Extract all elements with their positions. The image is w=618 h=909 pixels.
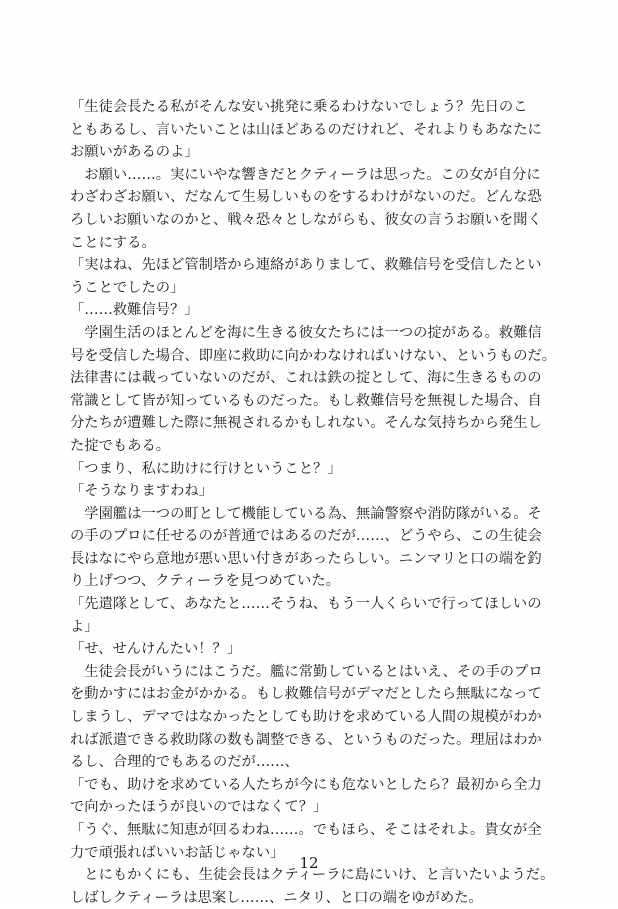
text-line: 長はなにやら意地が悪い思い付きがあったらしい。ニンマリと口の端を釣: [70, 550, 542, 567]
text-line: 「実はね、先ほど管制塔から連絡がありまして、救難信号を受信したとい: [70, 257, 542, 274]
text-line: 「先遣隊として、あなたと……そうね、もう一人くらいで行ってほしいの: [70, 596, 542, 613]
text-line: た掟でもある。: [70, 437, 171, 454]
text-line: よ」: [70, 618, 99, 635]
text-line: の手のプロに任せるのが普通ではあるのだが……、どうやら、この生徒会: [70, 528, 542, 545]
body-text: [70, 96, 556, 909]
text-line: 学園艦は一つの町として機能している為、無論警察や消防隊がいる。そ: [70, 505, 542, 522]
text-line: わざわざお願い、だなんて生易しいものをするわけがないのだ。どんな恐: [70, 189, 542, 206]
text-line: 「生徒会長たる私がそんな安い挑発に乗るわけないでしょう？先日のこ: [70, 99, 528, 115]
page-number: 12: [299, 854, 319, 872]
text-line: ともあるし、言いたいことは山ほどあるのだけれど、それよりもあなたに: [70, 121, 542, 138]
text-line: れば派遣できる救助隊の数も調整できる、というものだった。理屈はわか: [70, 731, 542, 748]
text-line: るし、合理的でもあるのだが……、: [70, 754, 299, 771]
text-line: お願いがあるのよ」: [70, 144, 199, 161]
text-line: 「そうなりますわね」: [70, 483, 213, 500]
text-line: 分たちが遭難した際に無視されるかもしれない。そんな気持ちから発生し: [70, 415, 542, 432]
text-line: お願い……。実にいやな響きだとクティーラは思った。この女が自分に: [70, 166, 541, 183]
text-line: 「せ、せんけんたい！？」: [70, 641, 242, 658]
text-line: 生徒会長がいうにはこうだ。艦に常勤しているとはいえ、その手のプロ: [70, 663, 543, 680]
text-line: 「つまり、私に助けに行けということ？」: [70, 460, 342, 477]
text-line: 法律書には載っていないのだが、これは鉄の掟として、海に生きるものの: [70, 370, 542, 387]
text-line: 力で頑張ればいいお話じゃない」: [70, 844, 285, 861]
text-line: 「……救難信号？」: [70, 302, 199, 319]
text-line: しばしクティーラは思案し……、ニタリ、と口の端をゆがめた。: [70, 889, 483, 906]
text-line: を動かすにはお金がかかる。もし救難信号がデマだとしたら無駄になって: [70, 686, 542, 703]
text-line: ことにする。: [70, 234, 156, 251]
text-line: で向かったほうが良いのではなくて？」: [70, 799, 328, 816]
text-line: 号を受信した場合、即座に救助に向かわなければいけない、というものだ。: [70, 347, 556, 364]
text-line: とにもかくにも、生徒会長はクティーラに島にいけ、と言いたいようだ。: [70, 867, 555, 884]
text-line: しまうし、デマではなかったとしても助けを求めている人間の規模がわか: [70, 709, 542, 726]
text-line: ろしいお願いなのかと、戦々恐々としながらも、彼女の言うお願いを聞く: [70, 211, 542, 228]
text-line: 「うぐ、無駄に知恵が回るわね……。でもほら、そこはそれよ。貴女が全: [70, 822, 542, 838]
text-line: 「でも、助けを求めている人たちが今にも危ないとしたら？最初から全力: [70, 776, 542, 793]
text-line: り上げつつ、クティーラを見つめていた。: [70, 573, 340, 590]
text-line: 学園生活のほとんどを海に生きる彼女たちには一つの掟がある。救難信: [70, 324, 542, 341]
text-line: うことでしたの」: [70, 279, 185, 296]
text-line: 常識として皆が知っているものだった。もし救難信号を無視した場合、自: [70, 392, 542, 409]
